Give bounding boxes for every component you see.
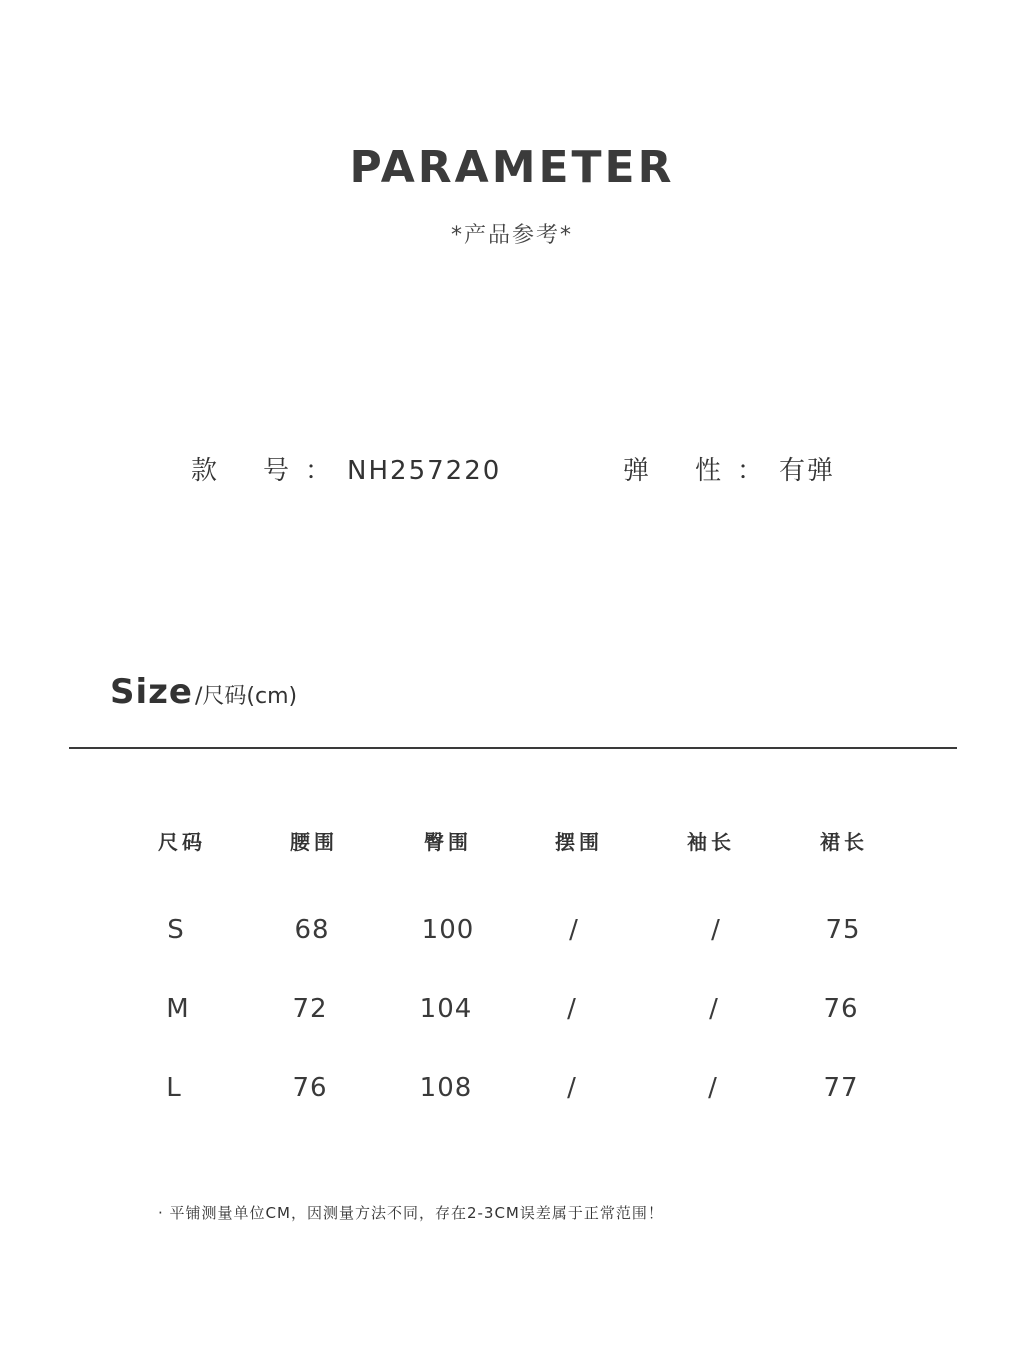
size-section-heading	[110, 672, 297, 712]
header-hip: 臀围	[424, 830, 472, 854]
header-skirt-length: 裙长	[820, 830, 868, 854]
cell-hip: 100	[421, 915, 475, 945]
cell-waist: 72	[292, 994, 328, 1024]
cell-hem: /	[567, 994, 577, 1024]
style-number-label-a: 款	[191, 456, 220, 486]
elasticity-colon: ：	[737, 456, 766, 486]
style-number-label-b: 号	[263, 456, 292, 486]
measurement-note: · 平铺测量单位CM，因测量方法不同，存在2-3CM误差属于正常范围！	[158, 1204, 664, 1222]
style-number-field	[191, 450, 501, 487]
style-number-value: NH257220	[347, 456, 502, 486]
cell-waist: 68	[294, 915, 330, 945]
cell-skirt-length: 77	[823, 1073, 859, 1103]
elasticity-label-a: 弹	[623, 456, 652, 486]
cell-hip: 108	[419, 1073, 473, 1103]
style-number-colon: ：	[305, 456, 334, 486]
size-unit-label: /尺码(cm)	[195, 684, 298, 709]
size-heading-text: Size	[110, 672, 193, 712]
page-title: PARAMETER	[349, 142, 675, 193]
header-hem: 摆围	[555, 830, 603, 854]
cell-sleeve-length: /	[709, 994, 719, 1024]
cell-sleeve-length: /	[708, 1073, 718, 1103]
cell-skirt-length: 75	[825, 915, 861, 945]
cell-size: L	[166, 1073, 182, 1103]
cell-hip: 104	[419, 994, 473, 1024]
elasticity-label-b: 性	[695, 456, 724, 486]
cell-hem: /	[567, 1073, 577, 1103]
cell-skirt-length: 76	[823, 994, 859, 1024]
elasticity-value: 有弹	[779, 456, 836, 486]
cell-sleeve-length: /	[711, 915, 721, 945]
section-divider	[69, 747, 957, 749]
cell-size: M	[166, 994, 190, 1024]
header-waist: 腰围	[290, 830, 338, 854]
cell-waist: 76	[292, 1073, 328, 1103]
elasticity-field	[623, 450, 835, 487]
header-sleeve-length: 袖长	[687, 830, 735, 854]
cell-hem: /	[569, 915, 579, 945]
header-size: 尺码	[158, 830, 206, 854]
page-subtitle: *产品参考*	[450, 223, 573, 248]
cell-size: S	[167, 915, 185, 945]
